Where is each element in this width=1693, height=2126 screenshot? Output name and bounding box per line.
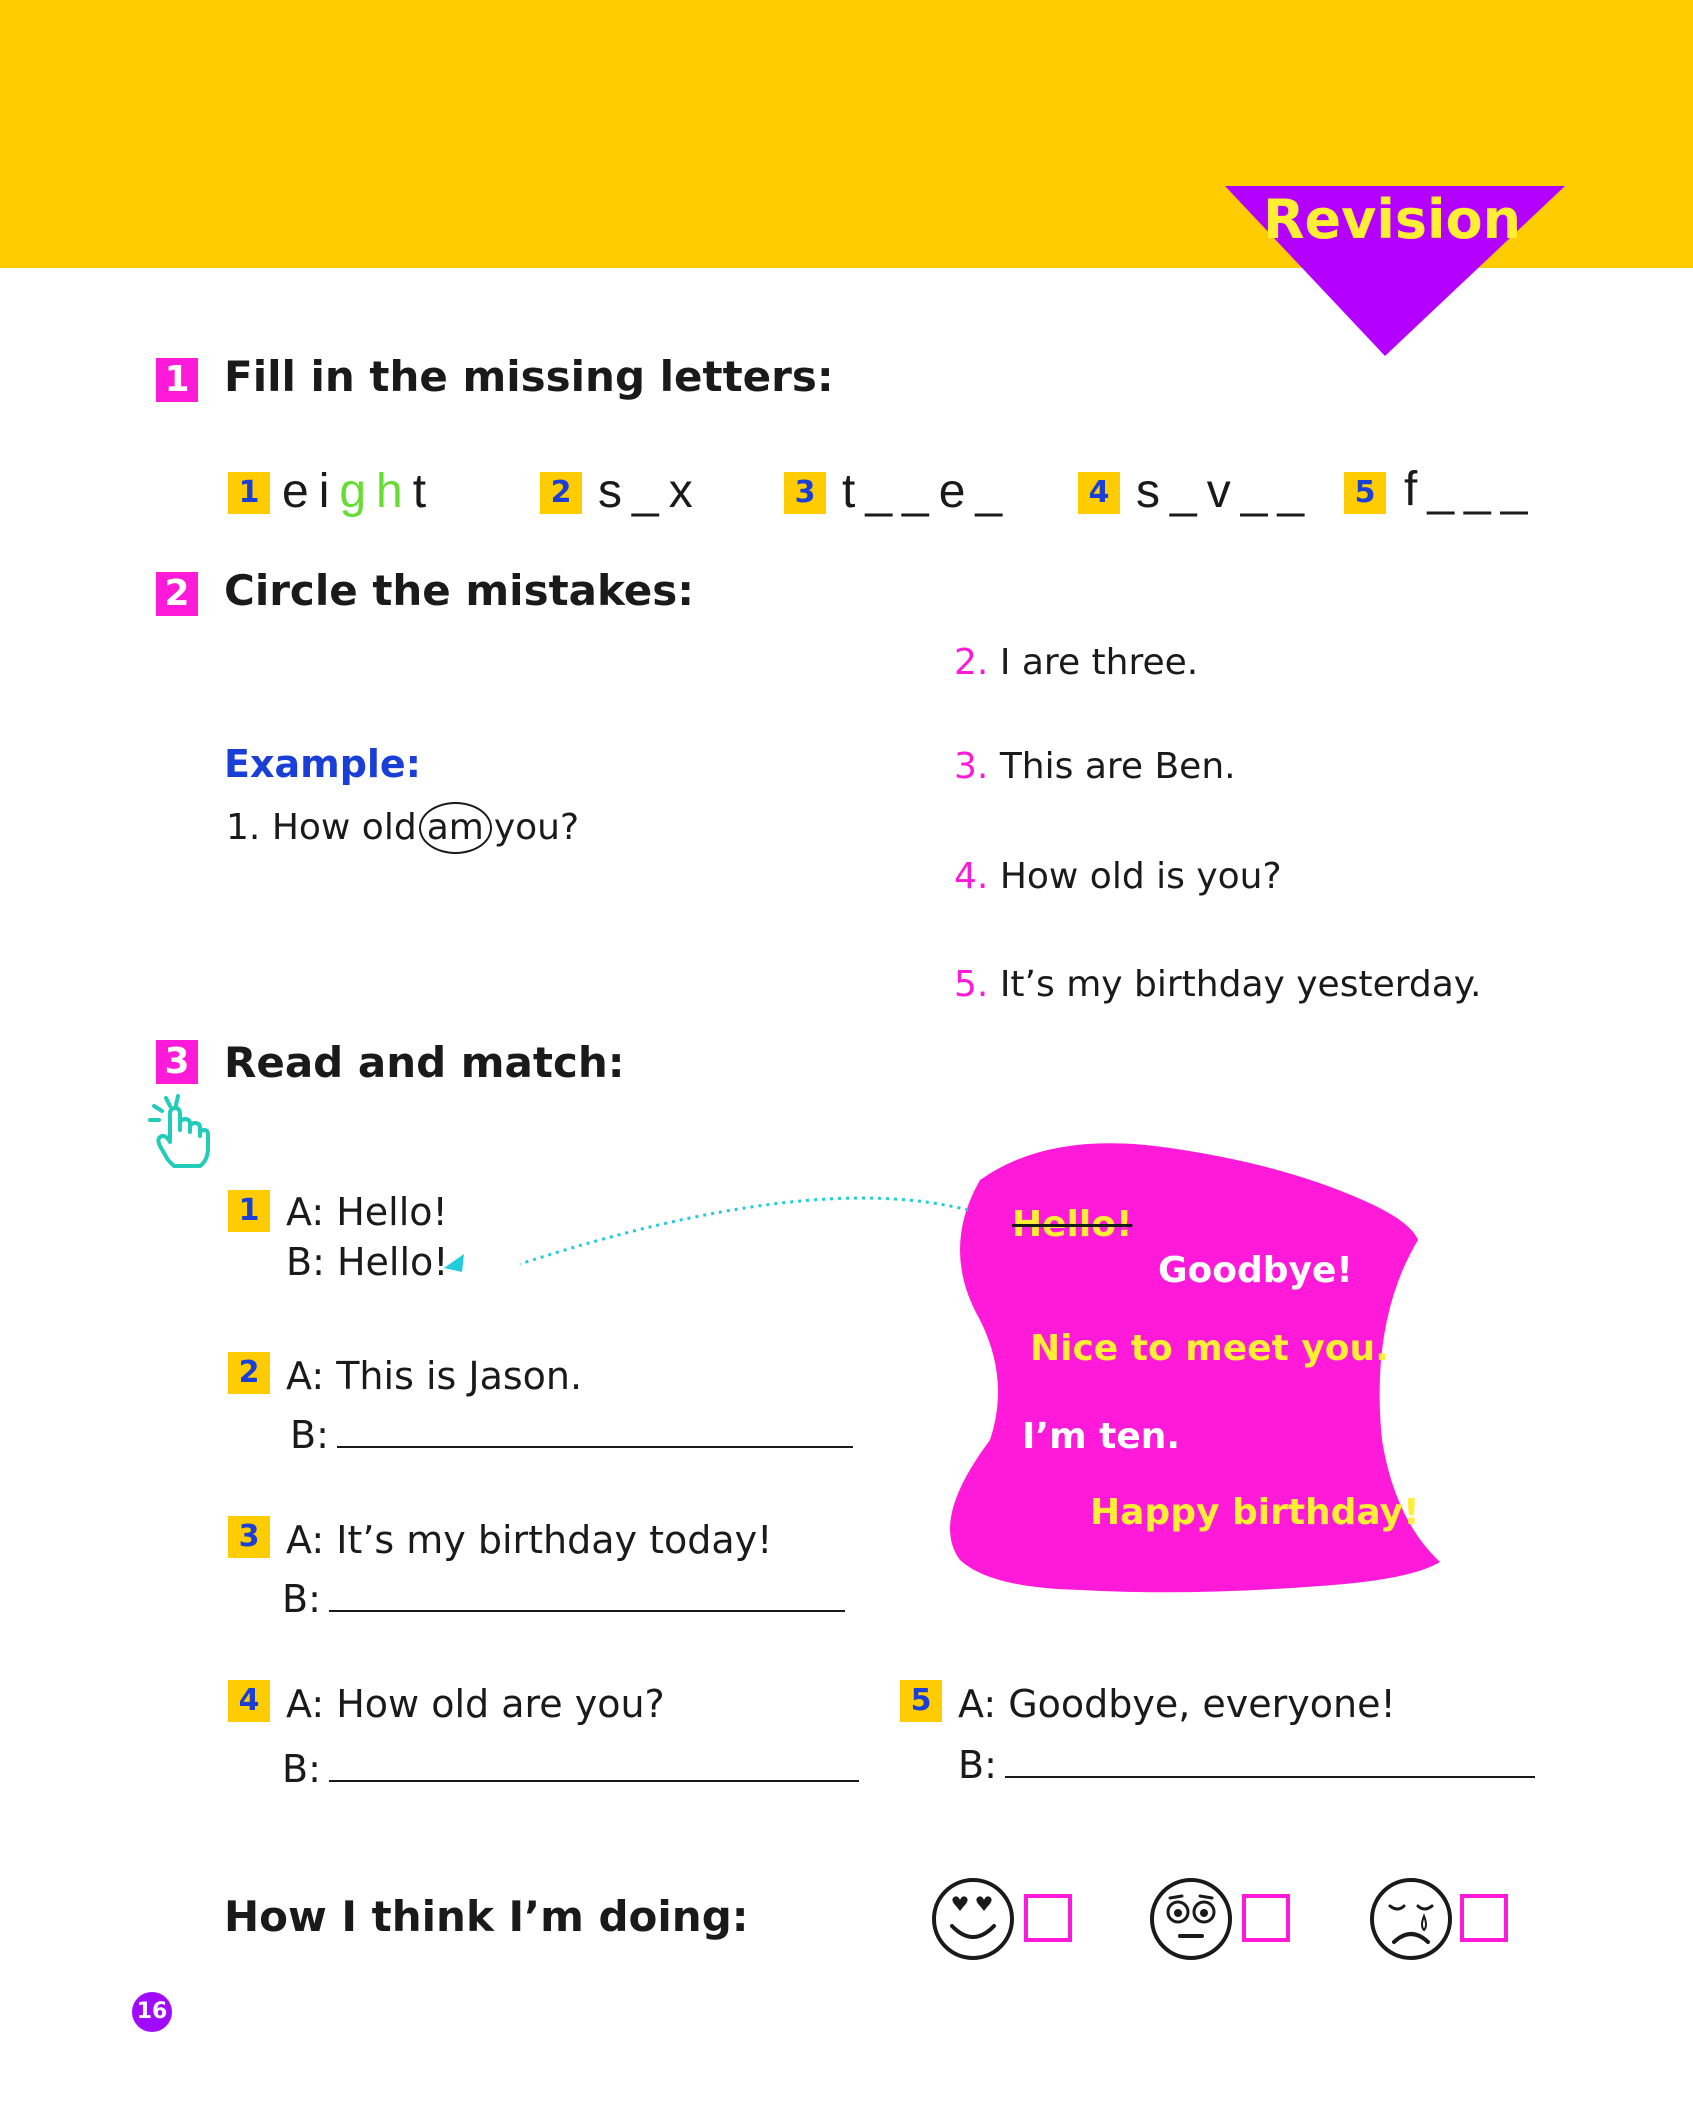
section-2-number: 2: [156, 572, 198, 616]
dialogue-5-number: 5: [900, 1680, 942, 1722]
check-box-okay[interactable]: [1242, 1894, 1290, 1942]
word-1-part-a: ei: [282, 465, 340, 518]
mistake-sentence-4[interactable]: [954, 856, 1282, 897]
mistake-sentence-5[interactable]: [954, 964, 1481, 1005]
option-im-ten[interactable]: I’m ten.: [1022, 1416, 1181, 1457]
dialogue-4-number: 4: [228, 1680, 270, 1722]
mistake-number-5: 5.: [954, 964, 989, 1005]
section-1-title: Fill in the missing letters:: [224, 352, 834, 401]
word-1-number: 1: [228, 472, 270, 514]
dialogue-4-b[interactable]: [282, 1742, 859, 1791]
word-4-number: 4: [1078, 472, 1120, 514]
example-number: 1.: [226, 807, 261, 848]
example-after: you?: [493, 807, 580, 848]
check-box-sad[interactable]: [1460, 1894, 1508, 1942]
mistake-number-3: 3.: [954, 746, 989, 787]
word-3-number: 3: [784, 472, 826, 514]
section-1-number: 1: [156, 358, 198, 402]
word-4[interactable]: s_v__: [1136, 465, 1315, 518]
dialogue-5-a: A: Goodbye, everyone!: [958, 1682, 1396, 1726]
word-2[interactable]: s_x: [598, 465, 703, 518]
crying-face-icon: [1368, 1876, 1454, 1962]
example-circled-word: am: [419, 802, 492, 854]
option-nice-to-meet-you[interactable]: Nice to meet you.: [1030, 1328, 1389, 1369]
love-eyes-face-icon: [930, 1876, 1016, 1962]
dialogue-2-answer-line[interactable]: [337, 1408, 853, 1448]
dialogue-4-b-label: B:: [282, 1747, 321, 1791]
section-3-title: Read and match:: [224, 1038, 625, 1087]
dialogue-2-b[interactable]: [290, 1408, 853, 1457]
mistake-sentence-2[interactable]: [954, 642, 1198, 683]
example-sentence: [226, 802, 579, 854]
option-happy-birthday[interactable]: Happy birthday!: [1090, 1492, 1420, 1533]
dialogue-3-b-label: B:: [282, 1577, 321, 1621]
check-box-happy[interactable]: [1024, 1894, 1072, 1942]
word-5-number: 5: [1344, 472, 1386, 514]
word-5[interactable]: f___: [1404, 463, 1538, 516]
mistake-text-5: It’s my birthday yesterday.: [999, 964, 1482, 1005]
word-1-filled-letters: gh: [339, 465, 413, 518]
dialogue-3-number: 3: [228, 1516, 270, 1558]
dialogue-4-answer-line[interactable]: [329, 1742, 859, 1782]
dialogue-5-answer-line[interactable]: [1005, 1738, 1535, 1778]
match-arrow: [430, 1180, 990, 1280]
dialogue-5-b[interactable]: [958, 1738, 1535, 1787]
dialogue-5-b-label: B:: [958, 1743, 997, 1787]
example-before: How old: [271, 807, 417, 848]
dialogue-3-a: A: It’s my birthday today!: [286, 1518, 773, 1562]
dialogue-2-b-label: B:: [290, 1413, 329, 1457]
dialogue-3-answer-line[interactable]: [329, 1572, 845, 1612]
mistake-text-3: This are Ben.: [999, 746, 1236, 787]
self-assessment-title: How I think I’m doing:: [224, 1892, 749, 1941]
mistake-number-4: 4.: [954, 856, 989, 897]
mistake-text-2: I are three.: [999, 642, 1199, 683]
revision-label: Revision: [1262, 188, 1522, 251]
dialogue-1-number: 1: [228, 1190, 270, 1232]
word-1[interactable]: [282, 464, 436, 519]
mistake-sentence-3[interactable]: [954, 746, 1236, 787]
dialogue-4-a: A: How old are you?: [286, 1682, 665, 1726]
word-3[interactable]: t__e_: [842, 465, 1013, 518]
option-hello[interactable]: Hello!: [1012, 1204, 1133, 1245]
section-2-title: Circle the mistakes:: [224, 566, 695, 615]
worried-face-icon: [1148, 1876, 1234, 1962]
example-label: Example:: [224, 742, 421, 786]
dialogue-2-number: 2: [228, 1352, 270, 1394]
page-number: 16: [132, 1992, 172, 2032]
mistake-number-2: 2.: [954, 642, 989, 683]
section-3-number: 3: [156, 1040, 198, 1084]
word-1-part-c: t: [412, 465, 437, 518]
dialogue-2-a: A: This is Jason.: [286, 1354, 583, 1398]
dialogue-1-b: B: Hello!: [286, 1240, 449, 1284]
tap-hand-icon: [144, 1090, 214, 1170]
word-2-number: 2: [540, 472, 582, 514]
mistake-text-4: How old is you?: [999, 856, 1282, 897]
option-goodbye[interactable]: Goodbye!: [1158, 1250, 1353, 1291]
dialogue-1-a: A: Hello!: [286, 1190, 448, 1234]
dialogue-3-b[interactable]: [282, 1572, 845, 1621]
